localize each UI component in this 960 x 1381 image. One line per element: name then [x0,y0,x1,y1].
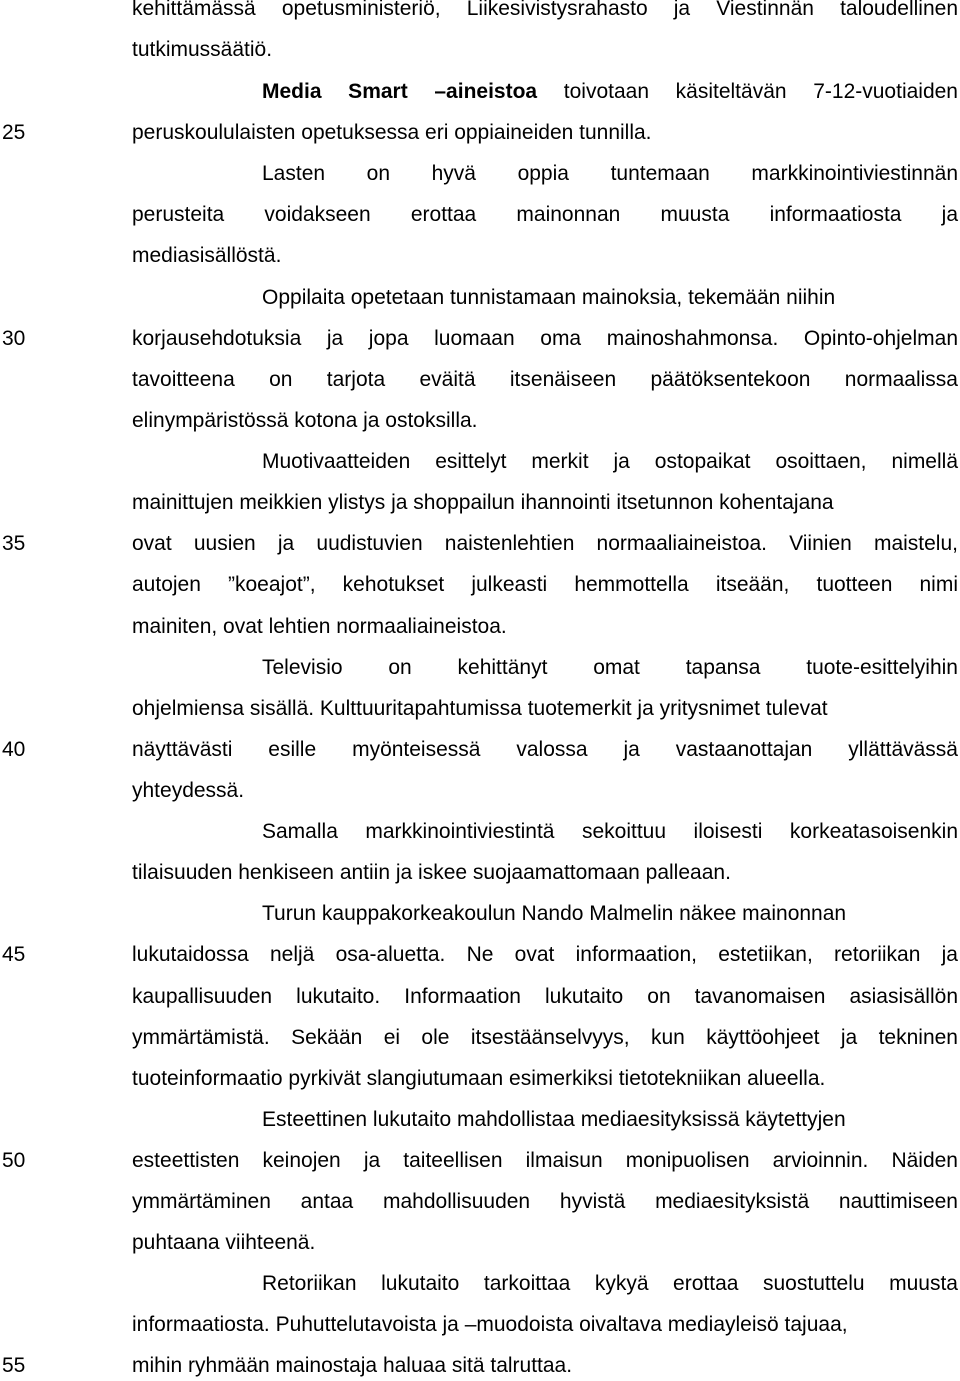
text-line: puhtaana viihteenä. [132,1231,316,1254]
text-line: peruskoululaisten opetuksessa eri oppiaineiden tunnilla. [132,121,652,144]
line-number-50: 50 [2,1149,26,1172]
text-line: Oppilaita opetetaan tunnistamaan mainoksia, tekemään niihin [262,286,836,309]
line-number-55: 55 [2,1354,26,1377]
text-line: tavoitteena on tarjota eväitä itsenäiseen päätöksentekoon normaalissa [132,368,958,391]
text-line: yhteydessä. [132,779,245,802]
text-line: mainiten, ovat lehtien normaaliaineistoa. [132,615,507,638]
text-line: Turun kauppakorkeakoulun Nando Malmelin näkee mainonnan [262,902,847,925]
text-line: mainittujen meikkien ylistys ja shoppailun ihannointi itsetunnon kohentajana [132,491,834,514]
text-line: Retoriikan lukutaito tarkoittaa kykyä erottaa suostuttelu muusta [262,1272,958,1295]
text-line: ovat uusien ja uudistuvien naistenlehtien normaaliaineistoa. Viinien maistelu, [132,532,958,555]
text-line: tilaisuuden henkiseen antiin ja iskee suojaamattomaan palleaan. [132,861,731,884]
line-number-35: 35 [2,532,26,555]
text-line: kaupallisuuden lukutaito. Informaation lukutaito on tavanomaisen asiasisällön [132,985,958,1008]
text-line: perusteita voidakseen erottaa mainonnan muusta informaatiosta ja [132,203,958,226]
text-line: informaatiosta. Puhuttelutavoista ja –muodoista oivaltava mediayleisö tajuaa, [132,1313,848,1336]
text-line: kehittämässä opetusministeriö, Liikesivistysrahasto ja Viestinnän taloudellinen [132,0,958,20]
text-line: Muotivaatteiden esittelyt merkit ja ostopaikat osoittaen, nimellä [262,450,958,473]
line-number-25: 25 [2,121,26,144]
text-line: elinympäristössä kotona ja ostoksilla. [132,409,478,432]
line-number-40: 40 [2,738,26,761]
text-line: korjausehdotuksia ja jopa luomaan oma mainoshahmonsa. Opinto-ohjelman [132,327,958,350]
bold-title-text: Media Smart –aineistoa [262,80,538,103]
text-line: Televisio on kehittänyt omat tapansa tuote-esittelyihin [262,656,958,679]
text-line: ymmärtämistä. Sekään ei ole itsestäänselvyys, kun käyttöohjeet ja tekninen [132,1026,958,1049]
text-line: ymmärtäminen antaa mahdollisuuden hyvistä mediaesityksistä nauttimiseen [132,1190,958,1213]
text-line: Samalla markkinointiviestintä sekoittuu iloisesti korkeatasoisenkin [262,820,958,843]
text-line: Esteettinen lukutaito mahdollistaa mediaesityksissä käytettyjen [262,1108,846,1131]
text-line: lukutaidossa neljä osa-aluetta. Ne ovat informaation, estetiikan, retoriikan ja [132,943,958,966]
text-line: näyttävästi esille myönteisessä valossa ja vastaanottajan yllättävässä [132,738,958,761]
text-line: tuoteinformaatio pyrkivät slangiutumaan esimerkiksi tietotekniikan alueella. [132,1067,826,1090]
text-line: tutkimussäätiö. [132,38,273,61]
text-line: ohjelmiensa sisällä. Kulttuuritapahtumissa tuotemerkit ja yritysnimet tulevat [132,697,828,720]
text-line: esteettisten keinojen ja taiteellisen ilmaisun monipuolisen arvioinnin. Näiden [132,1149,958,1172]
text-line: Lasten on hyvä oppia tuntemaan markkinointiviestinnän [262,162,958,185]
text-line: mihin ryhmään mainostaja haluaa sitä talruttaa. [132,1354,573,1377]
text-line: mediasisällöstä. [132,244,282,267]
line-number-30: 30 [2,327,26,350]
line-number-45: 45 [2,943,26,966]
text-line: autojen ”koeajot”, kehotukset julkeasti hemmottella itseään, tuotteen nimi [132,573,958,596]
text-line: Media Smart –aineistoa toivotaan käsiteltävän 7-12-vuotiaiden [262,80,958,103]
